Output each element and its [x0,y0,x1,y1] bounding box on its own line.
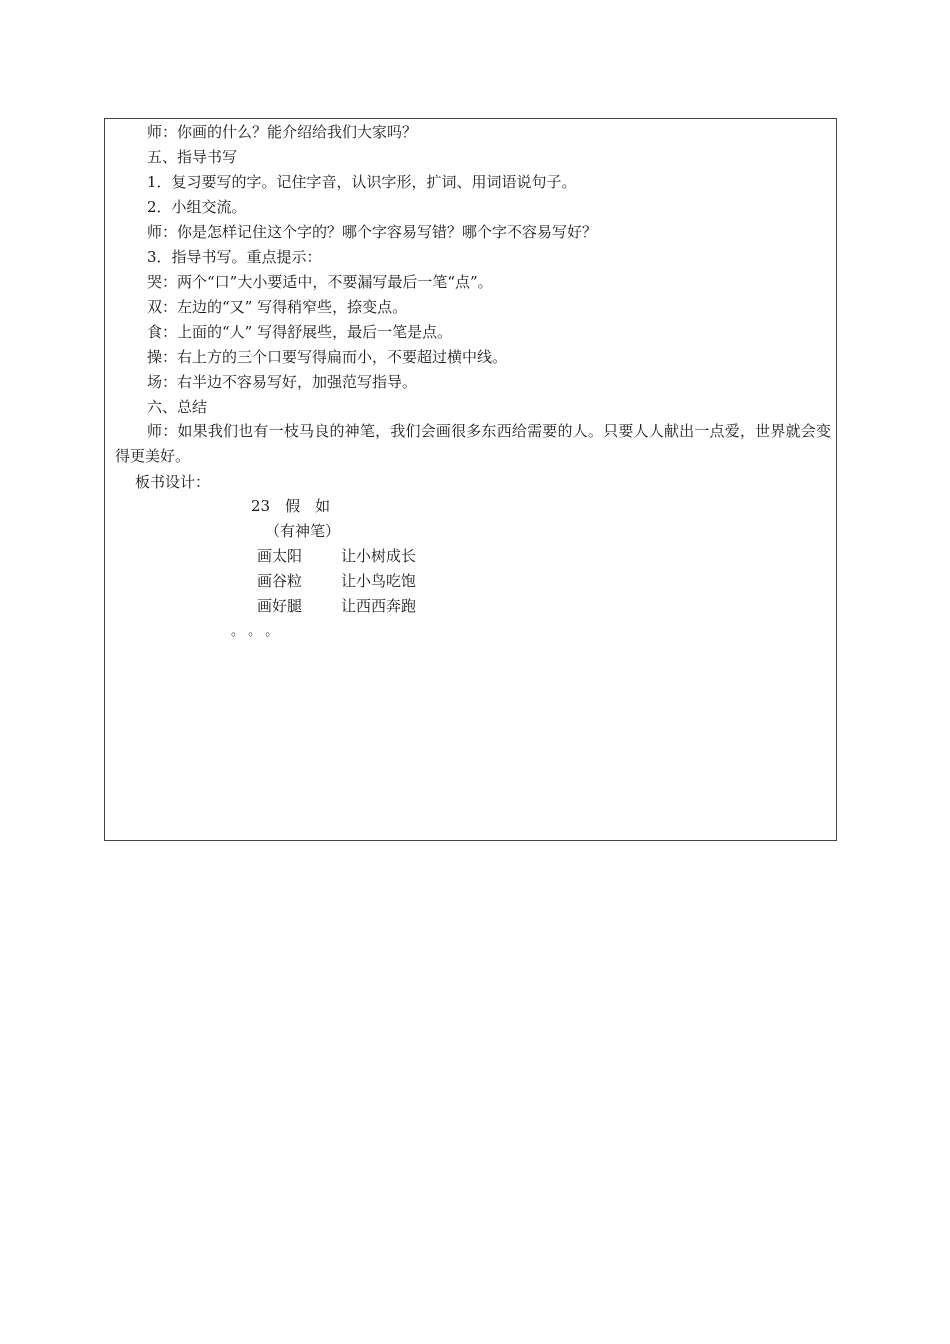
board-row-left-2: 画谷粒 [257,572,303,590]
board-subtitle: （有神笔） [265,522,341,540]
board-title: 23 假 如 [251,497,331,515]
board-row-right-3: 让西西奔跑 [341,597,417,615]
text-line-3: 1．复习要写的字。记住字音，认识字形，扩词、用词语说句子。 [147,173,577,191]
text-line-8: 双：左边的“又” 写得稍窄些，捺变点。 [147,298,408,316]
summary-paragraph: 师：如果我们也有一枝马良的神笔，我们会画很多东西给需要的人。只要人人献出一点爱，世界就会变得更美好。 [115,422,831,465]
board-ellipsis: 。 。 。 [231,624,279,639]
section-heading-summary: 六、总结 [147,398,208,416]
board-row-left-1: 画太阳 [257,547,303,565]
text-line-4: 2．小组交流。 [147,198,247,216]
text-line-10: 操：右上方的三个口要写得扁而小，不要超过横中线。 [147,348,508,366]
board-row-left-3: 画好腿 [257,597,303,615]
lesson-plan-box [104,118,837,841]
text-line-1: 师：你画的什么？能介绍给我们大家吗？ [147,123,418,141]
text-line-11: 场：右半边不容易写好，加强范写指导。 [147,373,418,391]
text-line-6: 3．指导书写。重点提示： [147,248,322,266]
section-heading-writing: 五、指导书写 [147,148,238,166]
board-row-right-2: 让小鸟吃饱 [341,572,417,590]
text-line-5: 师：你是怎样记住这个字的？哪个字容易写错？哪个字不容易写好？ [147,223,598,241]
board-row-right-1: 让小树成长 [341,547,417,565]
board-design-heading: 板书设计： [135,473,211,491]
text-line-7: 哭：两个“口”大小要适中，不要漏写最后一笔“点”。 [147,273,493,291]
text-line-9: 食：上面的“人” 写得舒展些，最后一笔是点。 [147,323,453,341]
